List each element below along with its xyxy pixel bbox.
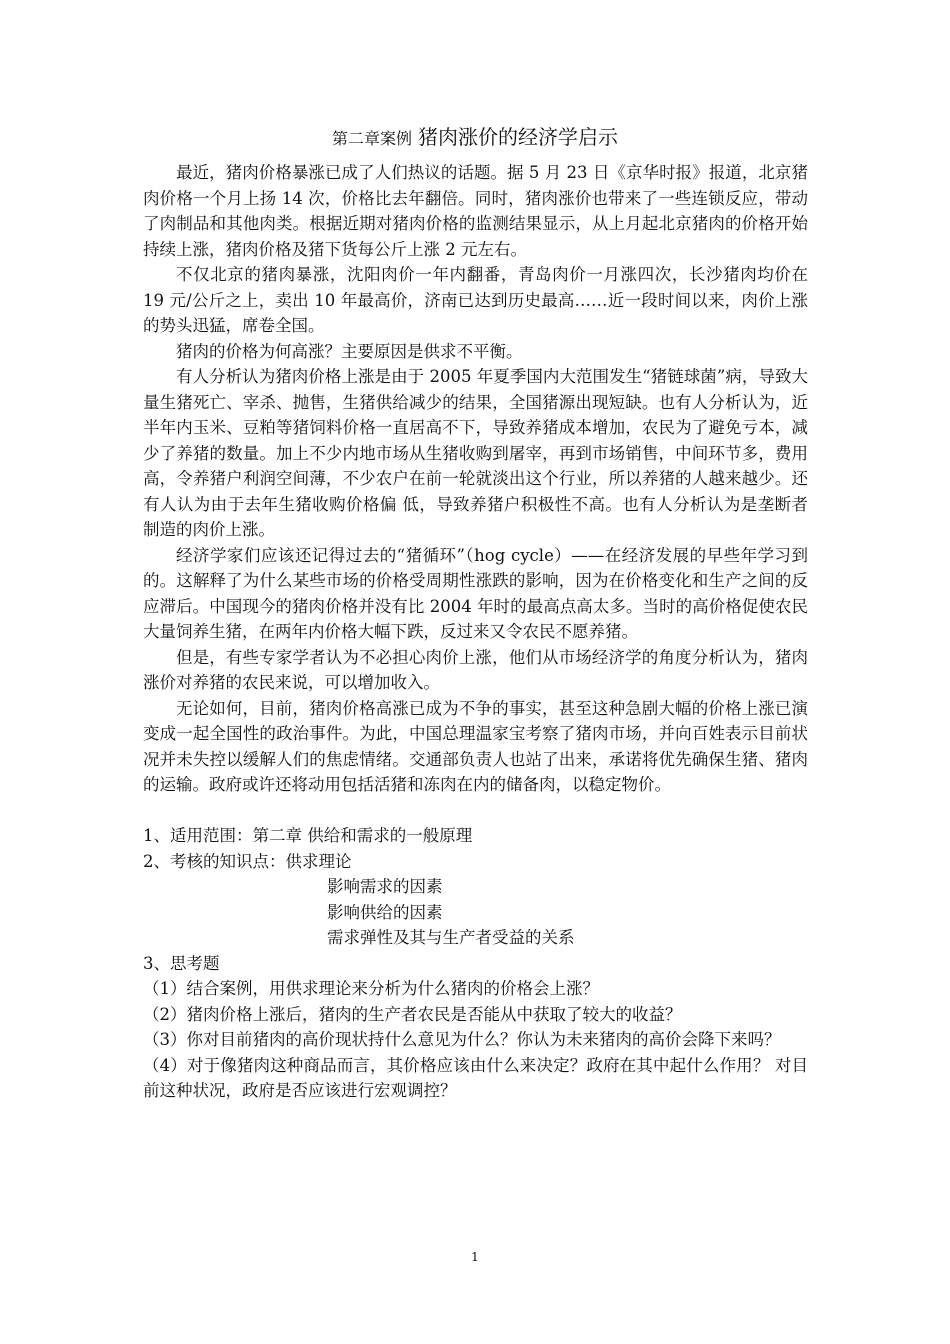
question-item: （2）猪肉价格上涨后，猪肉的生产者农民是否能从中获取了较大的收益？ [143, 1004, 682, 1024]
paragraph-hog-cycle: 经济学家们应该还记得过去的“猪循环”（hog cycle）——在经济发展的早些年学习到的。这解释了为什么某些市场的价格受周期性涨跌的影响，因为在价格变化和生产之间的反应滞后。中国现今的猪肉价格并没有比 2004 年时的最高点高太多。当时的高价格促使农民大量饲养生猪，在两年内价格大幅下跌，反过来又令农民不愿养猪。 [143, 545, 808, 641]
title-main: 猪肉涨价的经济学启示 [418, 125, 618, 149]
paragraph-question: 猪肉的价格为何高涨？主要原因是供求不平衡。 [176, 341, 523, 361]
title-prefix: 第二章案例 [331, 129, 412, 148]
knowledge-point: 需求弹性及其与生产者受益的关系 [327, 928, 575, 947]
paragraph-intro: 最近，猪肉价格暴涨已成了人们热议的话题。据 5 月 23 日《京华时报》报道，北京猪肉价格一个月上扬 14 次，价格比去年翻倍。同时，猪肉涨价也带来了一些连锁反应，带动了肉制品和其他肉类。根据近期对猪肉价格的监测结果显示，从上月起北京猪肉的价格开始持续上涨，猪肉价格及猪下货每公斤上涨 2 元左右。 [143, 163, 808, 259]
page-number: 1 [471, 1250, 479, 1264]
knowledge-point: 影响需求的因素 [327, 877, 443, 896]
paragraph-causes: 有人分析认为猪肉价格上涨是由于 2005 年夏季国内大范围发生“猪链球菌”病，导致大量生猪死亡、宰杀、抛售，生猪供给减少的结果，全国猪源出现短缺。也有人分析认为，近半年内玉米、豆粕等猪饲料价格一直居高不下，导致养猪成本增加，农民为了避免亏本，减少了养猪的数量。加上不少内地市场从生猪收购到屠宰，再到市场销售，中间环节多，费用高，令养猪户利润空间薄，不少农户在前一轮就淡出这个行业，所以养猪的人越来越少。还有人认为由于去年生猪收购价格偏 低，导致养猪户积极性不高。也有人分析认为是垄断者制造的肉价上涨。 [143, 367, 808, 539]
scope-line: 1、适用范围：第二章 供给和需求的一般原理 [143, 826, 473, 845]
paragraph-conclusion: 无论如何，目前，猪肉价格高涨已成为不争的事实，甚至这种急剧大幅的价格上涨已演变成一起全国性的政治事件。为此，中国总理温家宝考察了猪肉市场，并向百姓表示目前状况并未失控以缓解人们的焦虑情绪。交通部负责人也站了出来，承诺将优先确保生猪、猪肉的运输。政府或许还将动用包括活猪和冻肉在内的储备肉，以稳定物价。 [143, 698, 808, 794]
question-item: （3）你对目前猪肉的高价现状持什么意见为什么？你认为未来猪肉的高价会降下来吗？ [143, 1030, 781, 1049]
question-item: （4）对于像猪肉这种商品而言，其价格应该由什么来决定？政府在其中起什么作用？ 对目前这种状况，政府是否应该进行宏观调控？ [143, 1055, 808, 1100]
question-item: （1）结合案例，用供求理论来分析为什么猪肉的价格会上涨？ [143, 979, 599, 998]
questions-label: 3、思考题 [143, 953, 220, 973]
document-body [143, 160, 808, 1104]
case-title [0, 122, 950, 154]
paragraph-experts: 但是，有些专家学者认为不必担心肉价上涨，他们从市场经济学的角度分析认为，猪肉涨价对养猪的农民来说，可以增加收入。 [143, 647, 808, 692]
paragraph-nationwide: 不仅北京的猪肉暴涨，沈阳肉价一年内翻番，青岛肉价一月涨四次，长沙猪肉均价在 19 元/公斤之上，卖出 10 年最高价，济南已达到历史最高……近一段时间以来，肉价上涨的势头迅猛，席卷全国。 [143, 265, 808, 335]
knowledge-points-label: 2、考核的知识点：供求理论 [143, 851, 352, 871]
knowledge-point: 影响供给的因素 [327, 902, 443, 922]
